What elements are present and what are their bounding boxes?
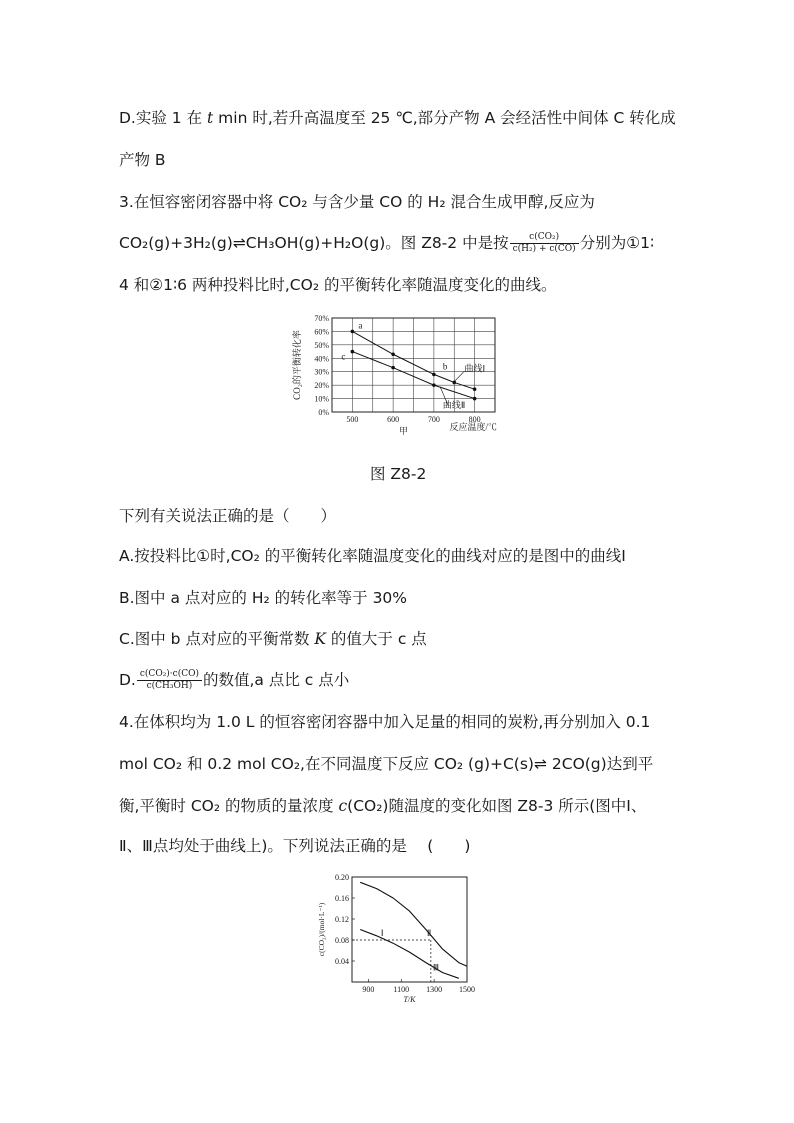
- data-point: [473, 387, 477, 391]
- x-tick-label: 900: [362, 985, 375, 994]
- data-point: [351, 330, 355, 334]
- plot-frame: [352, 877, 467, 982]
- option-b: B.图中 a 点对应的 H₂ 的转化率等于 30%: [119, 589, 408, 607]
- point-label: c: [341, 351, 346, 362]
- figure-caption-z8-2: 图 Z8-2: [370, 465, 427, 483]
- series-label: 曲线Ⅰ: [464, 363, 486, 374]
- question-3-prompt: 下列有关说法正确的是（ ）: [119, 507, 337, 525]
- y-tick-label: 0.12: [335, 915, 349, 924]
- question-4-line3: 衡,平衡时 CO₂ 的物质的量浓度 c(CO₂)随温度的变化如图 Z8-3 所示(图中Ⅰ、: [119, 797, 647, 815]
- series-label-leader: [453, 371, 464, 382]
- series-curve: [360, 882, 467, 966]
- x-axis-label: 反应温度/℃: [449, 422, 497, 432]
- chart-sublabel: 甲: [398, 426, 409, 436]
- point-label: Ⅱ: [426, 928, 432, 938]
- data-point: [432, 383, 436, 387]
- series-label: 曲线Ⅱ: [442, 399, 466, 410]
- ratio-fraction: $\frac{\text{c(CO₂)}}{\text{c(H₂) + c(CO)}}$: [510, 232, 579, 255]
- option-d: D. $\frac{\text{c(CO₂)·c(CO)}}{\text{c(CH₃OH)}}$ 的数值,a 点比 c 点小: [119, 669, 350, 691]
- x-tick-label: 1100: [393, 985, 410, 994]
- x-tick-label: 1500: [459, 985, 475, 994]
- y-tick-label: 0.04: [335, 957, 349, 966]
- y-tick-label: 70%: [314, 314, 329, 323]
- y-tick-label: 40%: [314, 354, 329, 364]
- y-tick-label: 0.16: [335, 894, 349, 903]
- y-tick-label: 30%: [314, 367, 329, 377]
- data-point: [391, 366, 395, 370]
- question-3-equation: CO₂(g)+3H₂(g)⇌CH₃OH(g)+H₂O(g)。图 Z8-2 中是按 $\frac{\text{c(CO₂)}}{\text{c(H₂) + c(CO)}}$ 分别为①1∶: [119, 232, 654, 254]
- question-3-intro: 3.在恒容密闭容器中将 CO₂ 与含少量 CO 的 H₂ 混合生成甲醇,反应为: [119, 193, 595, 211]
- x-tick-label: 700: [427, 415, 440, 424]
- option-d-fraction: $\frac{\text{c(CO₂)·c(CO)}}{\text{c(CH₃OH)}}$: [137, 669, 202, 692]
- data-point: [432, 373, 436, 377]
- y-tick-label: 10%: [314, 394, 329, 404]
- data-point: [351, 350, 355, 354]
- x-tick-label: 600: [387, 415, 400, 424]
- question-4-line2: mol CO₂ 和 0.2 mol CO₂,在不同温度下反应 CO₂ (g)+C(s)⇌ 2CO(g)达到平: [119, 755, 654, 773]
- x-tick-label: 500: [346, 415, 359, 424]
- data-point: [473, 397, 477, 401]
- chart-z8-3: [300, 870, 500, 1005]
- point-label: Ⅲ: [432, 962, 440, 973]
- y-tick-label: 0%: [318, 408, 329, 417]
- x-axis-label: T/K: [403, 995, 416, 1004]
- line-d-option-cont: 产物 B: [119, 151, 166, 169]
- y-tick-label: 20%: [314, 381, 329, 391]
- line-d-option: D.实验 1 在 t min 时,若升高温度至 25 ℃,部分产物 A 会经活性中间体 C 转化成: [119, 109, 676, 127]
- y-tick-label: 0.20: [335, 873, 349, 882]
- question-4-line4: Ⅱ、Ⅲ点均处于曲线上)。下列说法正确的是 ( ): [119, 837, 471, 855]
- y-tick-label: 60%: [314, 327, 329, 337]
- point-label: Ⅰ: [380, 928, 384, 938]
- point-label: b: [442, 361, 448, 372]
- chart-z8-2: [290, 312, 530, 442]
- option-a: A.按投料比①时,CO₂ 的平衡转化率随温度变化的曲线对应的是图中的曲线Ⅰ: [119, 547, 626, 565]
- y-axis-label: CO₂的平衡转化率: [292, 330, 302, 400]
- y-tick-label: 0.08: [335, 936, 349, 945]
- question-4-line1: 4.在体积均为 1.0 L 的恒容密闭容器中加入足量的相同的炭粉,再分别加入 0.1: [119, 713, 651, 731]
- data-point: [391, 352, 395, 356]
- x-tick-label: 1300: [426, 985, 443, 994]
- y-axis-label: c(CO₂)/(mol·L⁻¹): [317, 902, 326, 957]
- option-c: C.图中 b 点对应的平衡常数 K 的值大于 c 点: [119, 630, 427, 648]
- y-tick-label: 50%: [314, 340, 329, 350]
- series-curve: [360, 930, 459, 979]
- point-label: a: [358, 320, 363, 331]
- x-tick-label: 800: [468, 415, 481, 424]
- question-3-ratio: 4 和②1∶6 两种投料比时,CO₂ 的平衡转化率随温度变化的曲线。: [119, 276, 557, 294]
